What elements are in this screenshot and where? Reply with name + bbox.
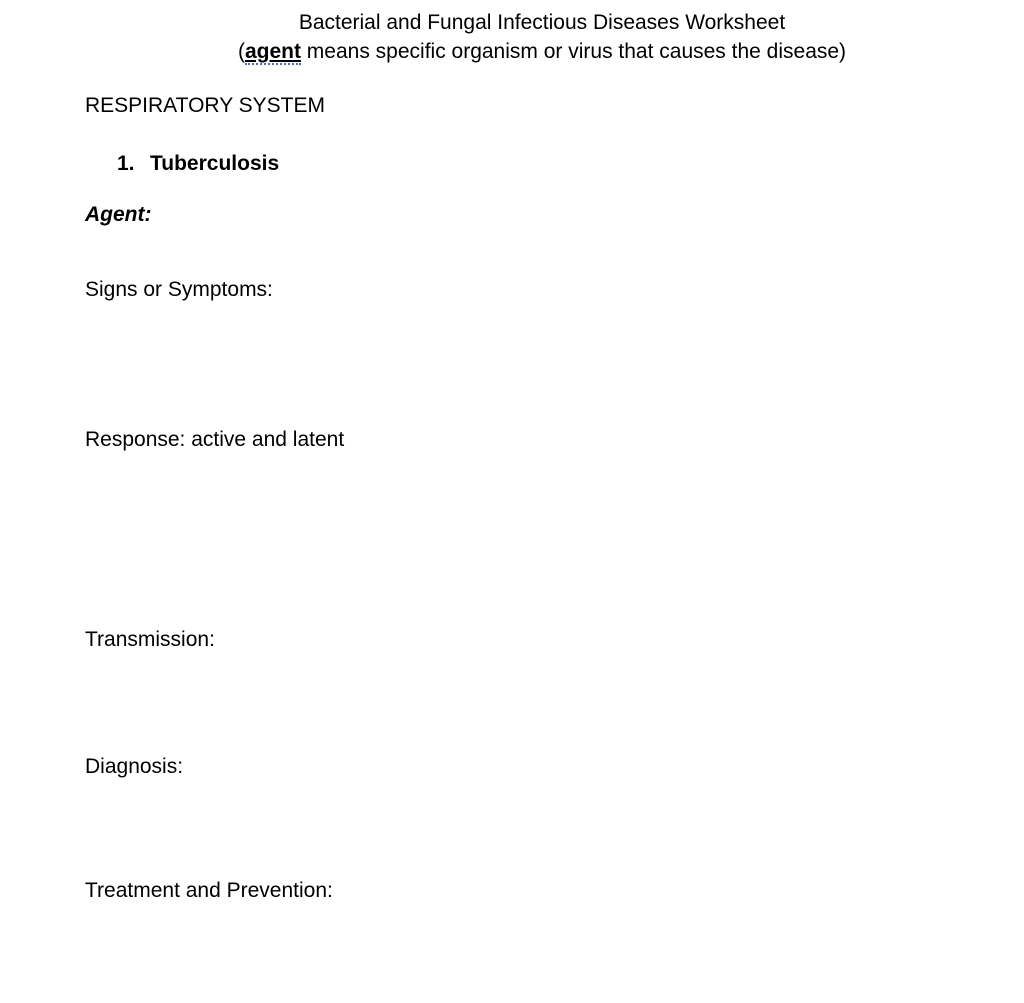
subtitle-open-paren: ( xyxy=(237,40,245,63)
section-heading: RESPIRATORY SYSTEM xyxy=(85,94,326,117)
subtitle-rest: means specific organism or virus that causes the disease) xyxy=(300,40,847,63)
worksheet-subtitle xyxy=(0,37,1024,66)
subtitle-agent-keyword: agent xyxy=(244,40,301,63)
diagnosis-label: Diagnosis: xyxy=(85,755,184,778)
disease-item-tuberculosis xyxy=(117,151,279,177)
treatment-prevention-label: Treatment and Prevention: xyxy=(85,879,333,902)
signs-symptoms-label: Signs or Symptoms: xyxy=(85,278,273,301)
disease-number: 1. xyxy=(117,152,135,175)
transmission-label: Transmission: xyxy=(85,628,215,651)
agent-label: Agent: xyxy=(85,203,152,226)
response-label: Response: active and latent xyxy=(85,428,345,451)
title-block xyxy=(0,8,1024,66)
worksheet-title: Bacterial and Fungal Infectious Diseases Worksheet xyxy=(298,11,786,34)
disease-name: Tuberculosis xyxy=(150,152,280,175)
